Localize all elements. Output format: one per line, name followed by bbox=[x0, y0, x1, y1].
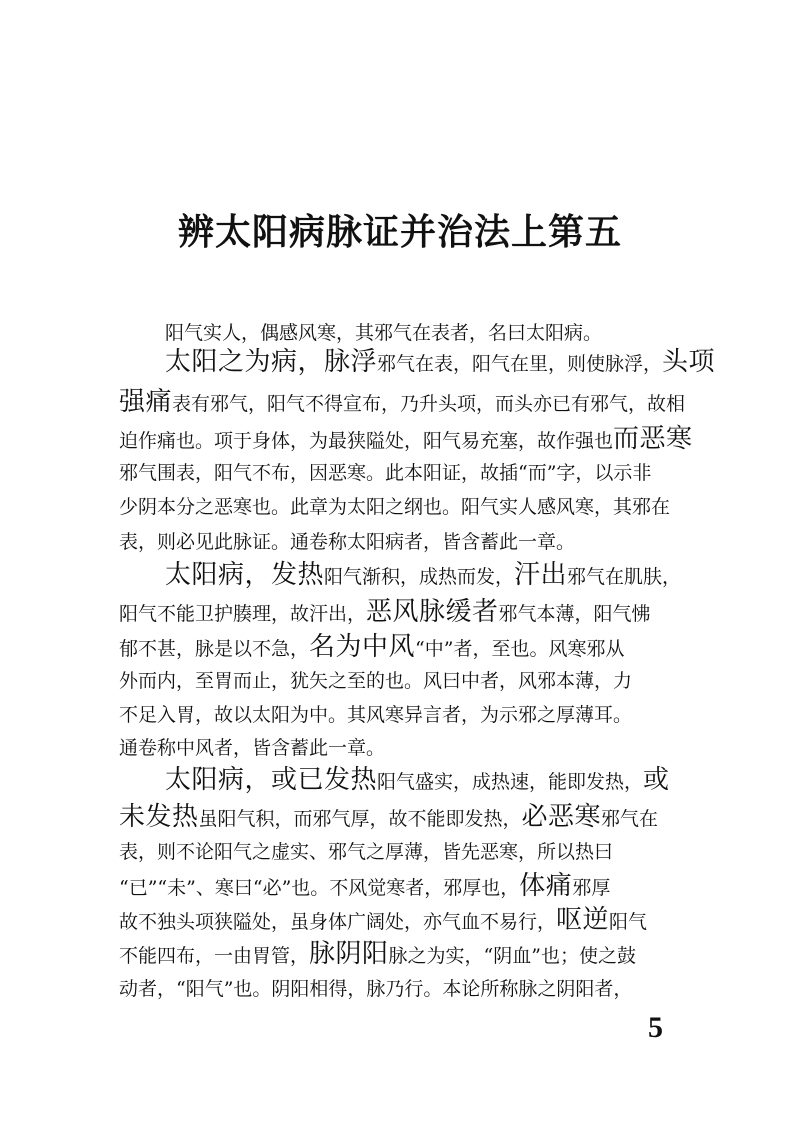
main-text-segment: 恶风脉缓者 bbox=[366, 597, 499, 627]
commentary-text-segment: 外而内，至胃而止，犹矢之至的也。风曰中者，风邪本薄，力 bbox=[119, 670, 633, 692]
main-text-segment: 必恶寒 bbox=[521, 802, 602, 832]
commentary-text-segment: 通卷称中风者，皆含蓄此一章。 bbox=[119, 737, 386, 759]
commentary-text-segment: 少阴本分之恶寒也。此章为太阳之纲也。阳气实人感风寒，其邪在 bbox=[119, 496, 671, 518]
text-line bbox=[119, 731, 385, 765]
text-line bbox=[119, 525, 575, 559]
commentary-text-segment: “中”者，至也。风寒邪从 bbox=[415, 638, 625, 660]
main-text-segment: 汗出 bbox=[514, 560, 568, 590]
commentary-text-segment: 邪厚 bbox=[572, 877, 611, 899]
commentary-text-segment: 邪气在肌肤， bbox=[567, 566, 682, 588]
commentary-text-segment: 表有邪气，阳气不得宣布，乃升头项，而头亦已有邪气，故相 bbox=[172, 393, 686, 415]
text-line bbox=[165, 763, 670, 799]
main-text-segment: 或 bbox=[643, 765, 670, 795]
commentary-text-segment: 阳气渐积，成热而发， bbox=[324, 566, 515, 588]
main-text-segment: 未发热 bbox=[119, 802, 199, 832]
commentary-text-segment: 不能四布，一由胃管， bbox=[119, 945, 310, 967]
text-line bbox=[119, 490, 670, 524]
text-line bbox=[119, 800, 658, 836]
commentary-text-segment: 阳气 bbox=[609, 911, 648, 933]
commentary-text-segment: 邪气在表，阳气在里，则使脉浮， bbox=[377, 353, 663, 375]
commentary-text-segment: “已”“未”、寒曰“必”也。不风觉寒者，邪厚也， bbox=[119, 877, 520, 899]
commentary-text-segment: 动者，“阳气”也。阴阳相得，脉乃行。本论所称脉之阴阳者， bbox=[119, 978, 633, 1000]
commentary-text-segment: 邪气围表，阳气不布，因恶寒。此本阳证，故插“而”字，以示非 bbox=[119, 462, 652, 484]
main-text-segment: 脉阴阳 bbox=[309, 939, 389, 969]
commentary-text-segment: 郁不甚，脉是以不急， bbox=[119, 638, 310, 660]
commentary-text-segment: 故不独头项狭隘处，虽身体广阔处，亦气血不易行， bbox=[119, 911, 557, 933]
text-line bbox=[119, 937, 636, 973]
commentary-text-segment: 邪气在 bbox=[601, 808, 659, 830]
main-text-segment: 太阳病，或已发热 bbox=[165, 765, 378, 795]
text-line bbox=[119, 664, 632, 698]
commentary-text-segment: 表，则必见此脉证。通卷称太阳病者，皆含蓄此一章。 bbox=[119, 531, 576, 553]
text-line bbox=[119, 972, 632, 1006]
commentary-text-segment: 脉之为实，“阴血”也；使之鼓 bbox=[388, 945, 636, 967]
commentary-text-segment: 邪气本薄，阳气怫 bbox=[498, 603, 651, 625]
text-line bbox=[119, 869, 610, 905]
text-line bbox=[119, 903, 647, 939]
text-line bbox=[165, 345, 715, 381]
text-line bbox=[119, 385, 685, 421]
text-line bbox=[119, 835, 613, 869]
main-text-segment: 太阳之为病，脉浮 bbox=[165, 347, 378, 377]
main-text-segment: 强痛 bbox=[119, 387, 173, 417]
main-text-segment: 而恶寒 bbox=[613, 424, 693, 454]
commentary-text-segment: 不足入胃，故以太阳为中。其风寒异言者，为示邪之厚薄耳。 bbox=[119, 704, 633, 726]
text-line bbox=[119, 422, 693, 458]
main-text-segment: 名为中风 bbox=[309, 632, 416, 662]
text-line bbox=[119, 698, 632, 732]
page-number: 5 bbox=[648, 1011, 663, 1044]
main-text-segment: 太阳病，发热 bbox=[165, 560, 325, 590]
commentary-text-segment: 表，则不论阳气之虚实、邪气之厚薄，皆先恶寒，所以热曰 bbox=[119, 841, 614, 863]
commentary-text-segment: 虽阳气积，而邪气厚，故不能即发热， bbox=[198, 808, 522, 830]
commentary-text-segment: 阳气不能卫护腠理，故汗出， bbox=[119, 603, 367, 625]
main-text-segment: 体痛 bbox=[519, 871, 573, 901]
text-line bbox=[119, 595, 651, 631]
text-line bbox=[119, 456, 651, 490]
commentary-text-segment: 阳气实人，偶感风寒，其邪气在表者，名曰太阳病。 bbox=[165, 322, 603, 344]
chapter-title: 辨太阳病脉证并治法上第五 bbox=[177, 211, 622, 253]
text-line bbox=[119, 630, 624, 666]
commentary-text-segment: 迫作痛也。项于身体，为最狭隘处，阳气易充塞，故作强也 bbox=[119, 430, 614, 452]
main-text-segment: 呕逆 bbox=[556, 905, 610, 935]
text-line bbox=[165, 558, 681, 594]
main-text-segment: 头项 bbox=[662, 347, 716, 377]
commentary-text-segment: 阳气盛实，成热速，能即发热， bbox=[377, 771, 644, 793]
